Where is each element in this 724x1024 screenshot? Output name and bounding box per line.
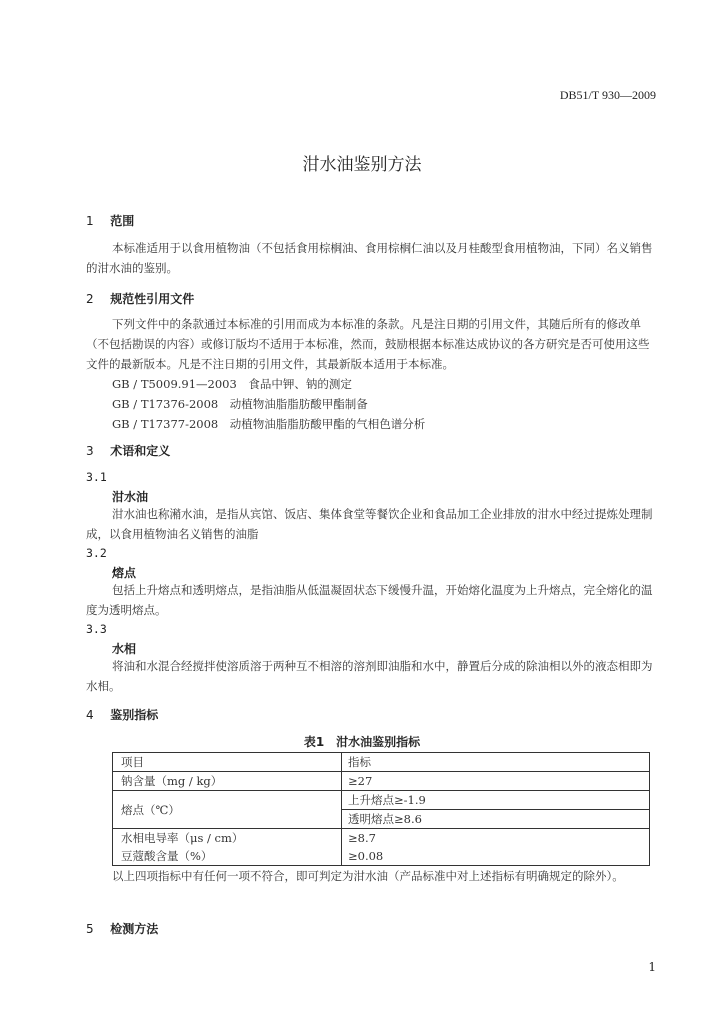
table-cell-value: ≥0.08: [342, 847, 650, 866]
term-name: 泔水油: [112, 490, 149, 504]
table-row: [113, 772, 650, 791]
table-caption: 表1 泔水油鉴别指标: [303, 735, 421, 749]
term-name: 熔点: [112, 566, 137, 580]
scope-paragraph: 本标准适用于以食用植物油（不包括食用棕榈油、食用棕榈仁油以及月桂酸型食用植物油，下同）名义销售的泔水油的鉴别。: [86, 241, 653, 275]
term-definition: 将油和水混合经搅拌使溶质溶于两种互不相溶的溶剂即油脂和水中，静置后分成的除油相以外的液态相即为水相。: [86, 659, 653, 693]
table-cell-item: 熔点（℃）: [113, 791, 342, 829]
term-definition: 包括上升熔点和透明熔点，是指油脂从低温凝固状态下缓慢升温，开始熔化温度为上升熔点，完全熔化的温度为透明熔点。: [86, 583, 653, 617]
indicator-table: [112, 752, 650, 866]
table-row: [113, 829, 650, 848]
section-1-heading: [86, 212, 134, 229]
table-row: [113, 791, 650, 810]
section-title: 术语和定义: [110, 444, 171, 458]
table-cell-item: 水相电导率（μs / cm）: [113, 829, 342, 848]
term-number: 3.3: [86, 622, 107, 636]
table-cell-value: 上升熔点≥-1.9: [342, 791, 650, 810]
table-cell-value: 透明熔点≥8.6: [342, 810, 650, 829]
document-title: 泔水油鉴别方法: [302, 155, 422, 175]
table-note: 以上四项指标中有任何一项不符合，即可判定为泔水油（产品标准中对上述指标有明确规定的除外）。: [112, 869, 624, 883]
section-title: 检测方法: [110, 922, 159, 936]
term-definition: 泔水油也称潲水油，是指从宾馆、饭店、集体食堂等餐饮企业和食品加工企业排放的泔水中经过提炼处理制成，以食用植物油名义销售的油脂: [86, 507, 653, 541]
section-number: 2: [86, 292, 94, 306]
section-title: 规范性引用文件: [110, 292, 195, 306]
section-number: 4: [86, 708, 94, 722]
table-cell-item: 钠含量（mg / kg）: [113, 772, 342, 791]
section-4-heading: [86, 706, 158, 723]
table-cell-item: 豆蔻酸含量（%）: [113, 847, 342, 866]
table-header-row: [113, 753, 650, 772]
section-3-heading: [86, 442, 170, 459]
normative-paragraph: 下列文件中的条款通过本标准的引用而成为本标准的条款。凡是注日期的引用文件，其随后所有的修改单（不包括勘误的内容）或修订版均不适用于本标准，然而，鼓励根据本标准达成协议的各方研究是否可使用这些文件的最新版本。凡是不注日期的引用文件，其最新版本适用于本标准。: [86, 317, 650, 371]
table-cell-value: ≥8.7: [342, 829, 650, 848]
section-title: 范围: [110, 214, 135, 228]
page-number: 1: [648, 960, 656, 974]
section-number: 3: [86, 444, 94, 458]
table-cell-value: ≥27: [342, 772, 650, 791]
term-number: 3.1: [86, 470, 107, 484]
table-header-cell: 指标: [342, 753, 650, 772]
section-number: 1: [86, 214, 94, 228]
reference-item: GB / T5009.91—2003 食品中钾、钠的测定: [112, 377, 352, 391]
section-number: 5: [86, 922, 94, 936]
reference-item: GB / T17377-2008 动植物油脂脂肪酸甲酯的气相色谱分析: [112, 417, 426, 431]
table-row: [113, 847, 650, 866]
table-header-cell: 项目: [113, 753, 342, 772]
document-number: DB51/T 930—2009: [559, 88, 656, 102]
section-5-heading: [86, 920, 158, 937]
term-number: 3.2: [86, 546, 107, 560]
reference-item: GB / T17376-2008 动植物油脂脂肪酸甲酯制备: [112, 397, 368, 411]
section-2-heading: [86, 290, 194, 307]
term-name: 水相: [112, 642, 137, 656]
section-title: 鉴别指标: [110, 708, 159, 722]
